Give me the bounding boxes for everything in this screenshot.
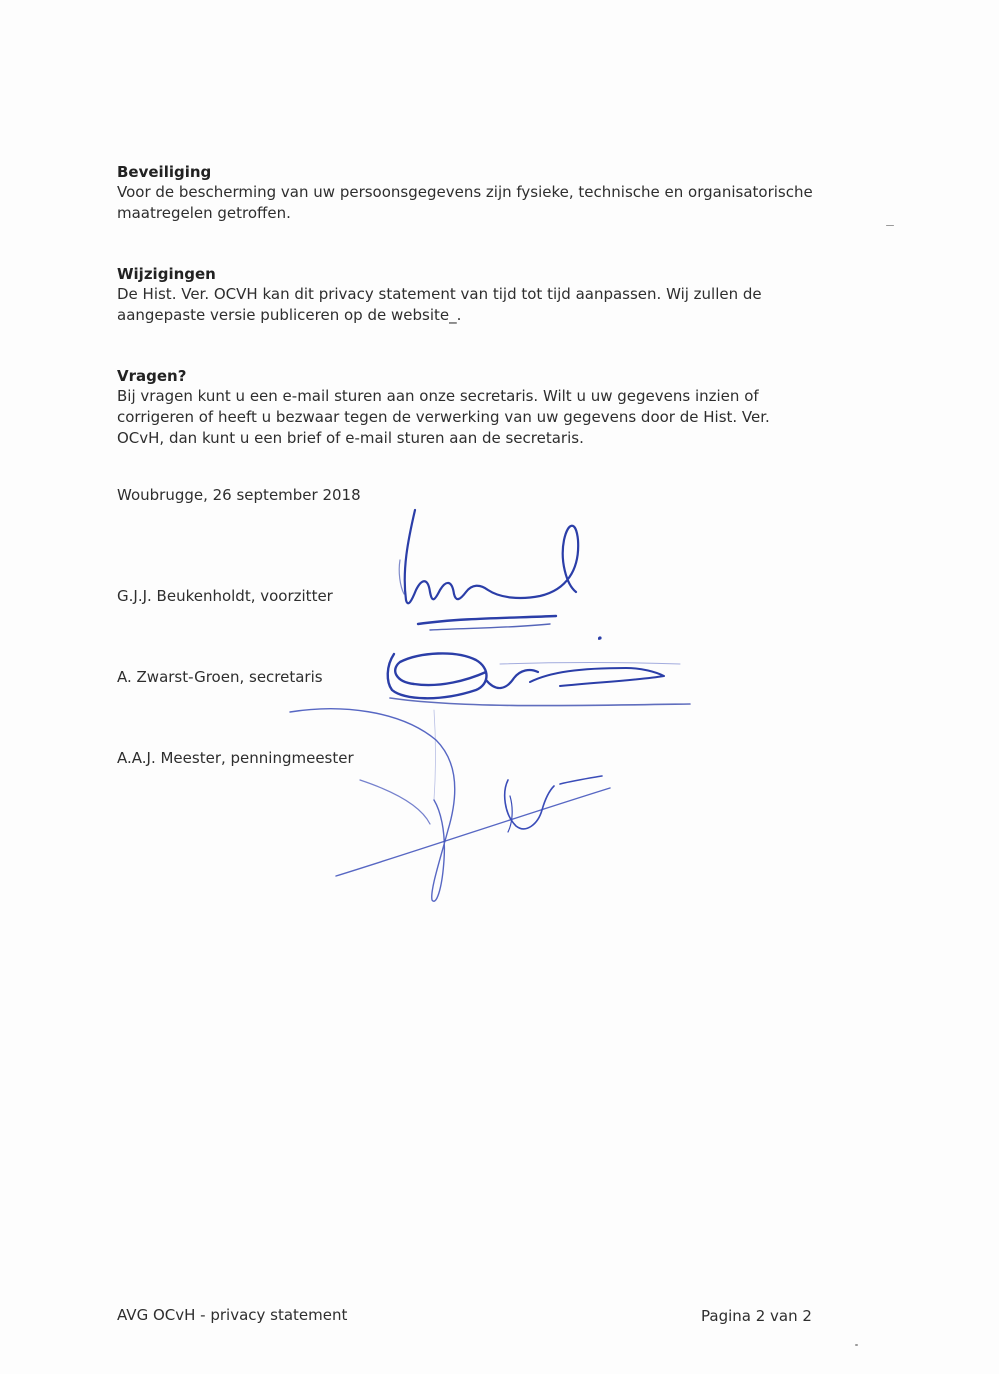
section-line: OCvH, dan kunt u een brief of e-mail sturen aan de secretaris. — [117, 429, 584, 447]
section-heading: Vragen? — [117, 367, 187, 385]
section-line: aangepaste versie publiceren op de website_. — [117, 306, 462, 324]
section-line: maatregelen getroffen. — [117, 204, 291, 222]
place-date: Woubrugge, 26 september 2018 — [117, 486, 361, 504]
scan-speck — [598, 637, 600, 640]
scan-speck — [855, 1344, 858, 1346]
section-line: De Hist. Ver. OCVH kan dit privacy statement van tijd tot tijd aanpassen. Wij zullen de — [117, 285, 762, 303]
section-line: Bij vragen kunt u een e-mail sturen aan onze secretaris. Wilt u uw gegevens inzien of — [117, 387, 759, 405]
section-beveiliging — [117, 162, 877, 224]
section-wijzigingen — [117, 264, 877, 326]
signatory-treasurer: A.A.J. Meester, penningmeester — [117, 749, 354, 767]
scan-speck — [886, 225, 894, 226]
section-vragen — [117, 366, 877, 449]
section-heading: Wijzigingen — [117, 265, 216, 283]
footer-document-title: AVG OCvH - privacy statement — [117, 1306, 348, 1324]
section-line: Voor de bescherming van uw persoonsgegevens zijn fysieke, technische en organisatorische — [117, 183, 813, 201]
section-line: corrigeren of heeft u bezwaar tegen de verwerking van uw gegevens door de Hist. Ver. — [117, 408, 770, 426]
signature-chairman — [370, 500, 620, 650]
signatory-chairman: G.J.J. Beukenholdt, voorzitter — [117, 587, 333, 605]
signature-ink — [399, 510, 601, 640]
signature-treasurer — [280, 700, 620, 910]
signatory-secretary: A. Zwarst-Groen, secretaris — [117, 668, 323, 686]
footer-page-number: Pagina 2 van 2 — [701, 1307, 812, 1325]
section-heading: Beveiliging — [117, 163, 212, 181]
